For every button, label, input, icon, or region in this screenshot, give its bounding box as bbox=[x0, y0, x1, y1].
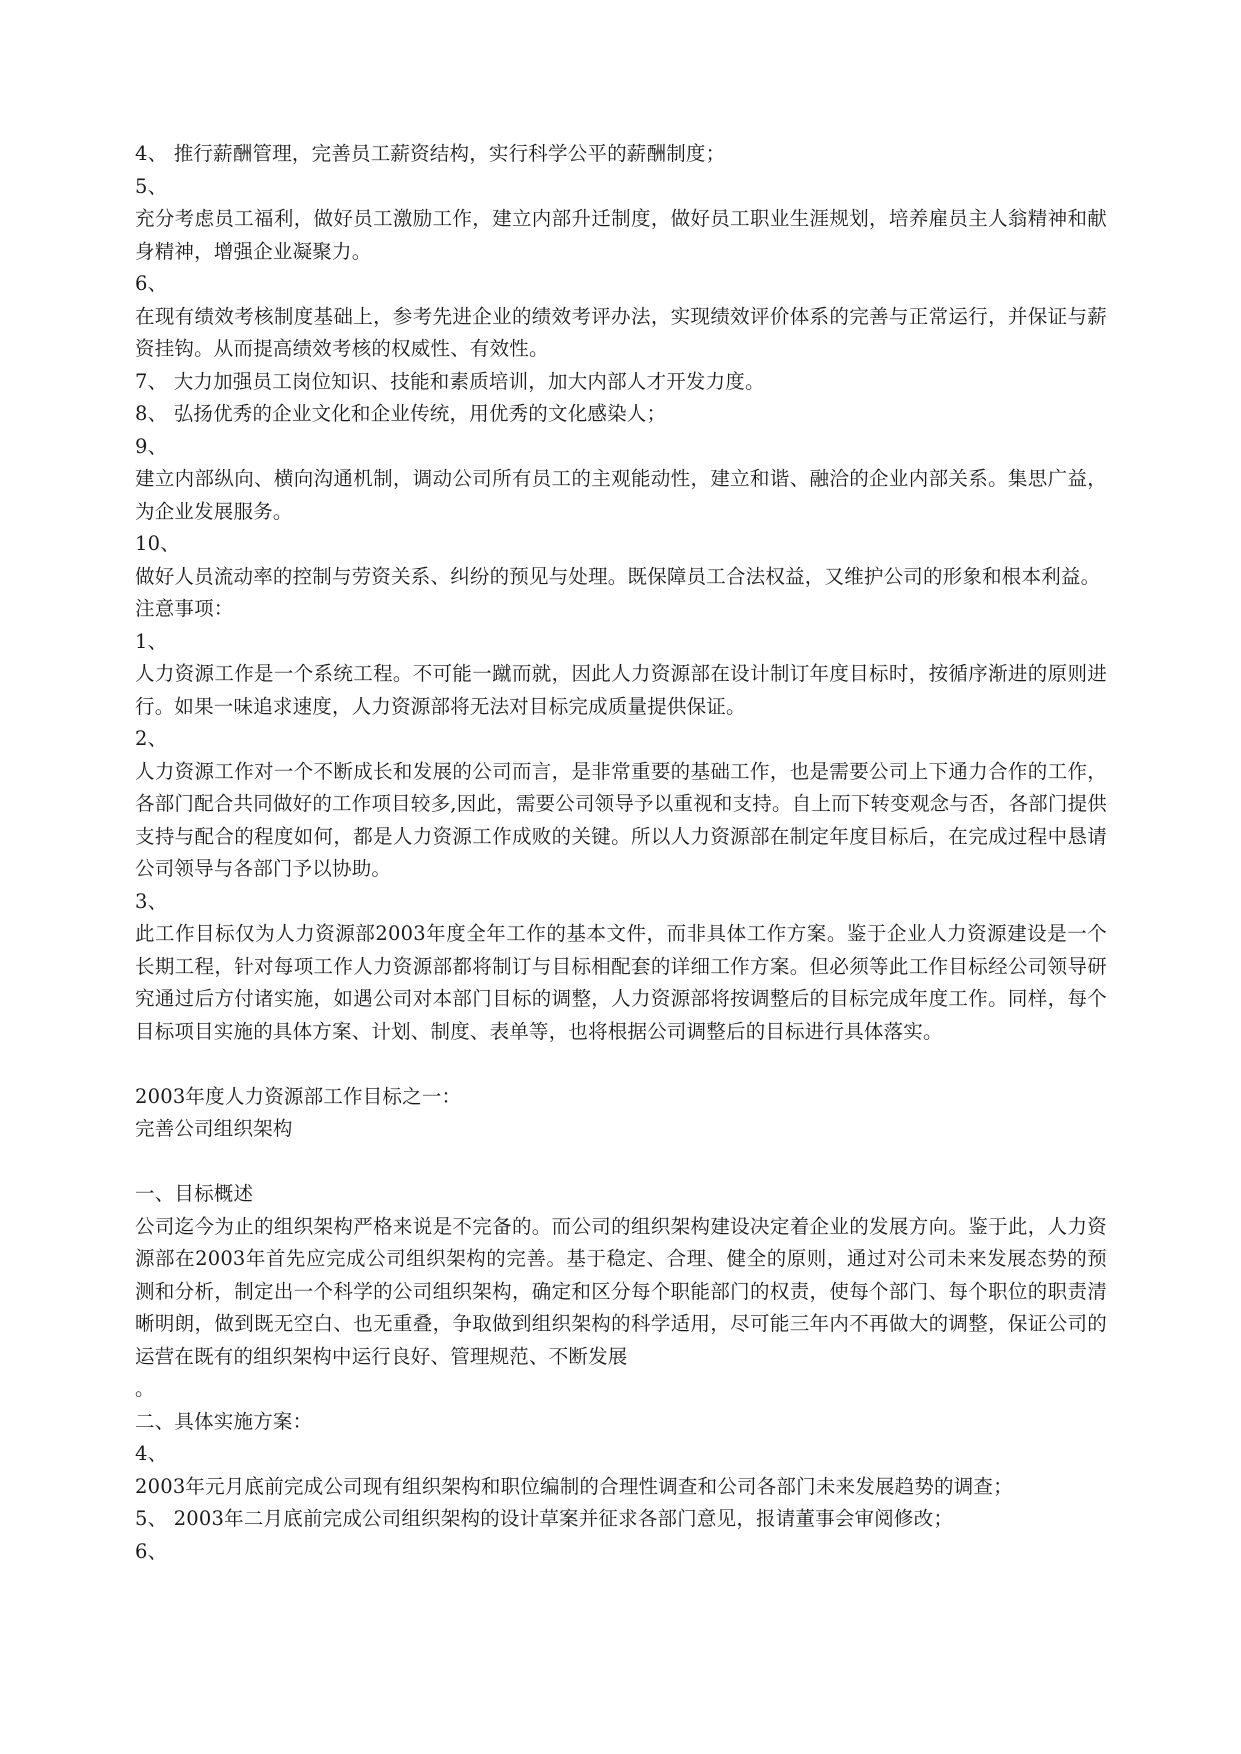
overview-paragraph: 公司迄今为止的组织架构严格来说是不完备的。而公司的组织架构建设决定着企业的发展方向。鉴于此，人力资源部在2003年首先应完成公司组织架构的完善。基于稳定、合理、健全的原则，通过对公司未来发展态势的预测和分析，制定出一个科学的公司组织架构，确定和区分每个职能部门的权责，使每个部门、每个职位的职责清晰明朗，做到既无空白、也无重叠，争取做到组织架构的科学适用，尽可能三年内不再做大的调整，保证公司的运营在既有的组织架构中运行良好、管理规范、不断发展 bbox=[135, 1214, 1107, 1368]
paragraph: 做好人员流动率的控制与劳资关系、纠纷的预见与处理。既保障员工合法权益，又维护公司的形象和根本利益。 bbox=[135, 564, 1101, 588]
paragraph: 2003年元月底前完成公司现有组织架构和职位编制的合理性调查和公司各部门未来发展趋势的调查； bbox=[135, 1474, 1013, 1498]
document-body bbox=[135, 138, 1107, 1568]
paragraph: 充分考虑员工福利，做好员工激励工作，建立内部升迁制度，做好员工职业生涯规划，培养雇员主人翁精神和献身精神，增强企业凝聚力。 bbox=[135, 207, 1107, 263]
section-title: 2003年度人力资源部工作目标之一： bbox=[135, 1084, 462, 1108]
spacer bbox=[135, 1146, 1107, 1179]
list-item: 5、 2003年二月底前完成公司组织架构的设计草案并征求各部门意见，报请董事会审阅修改； bbox=[135, 1507, 954, 1530]
plan-heading: 二、具体实施方案： bbox=[135, 1409, 313, 1433]
list-number: 4、 bbox=[135, 1442, 168, 1465]
notes-heading: 注意事项： bbox=[135, 597, 234, 620]
list-number: 9、 bbox=[135, 434, 168, 458]
overview-end-mark: 。 bbox=[135, 1377, 155, 1400]
paragraph: 此工作目标仅为人力资源部2003年度全年工作的基本文件，而非具体工作方案。鉴于企业人力资源建设是一个长期工程，针对每项工作人力资源部都将制订与目标相配套的详细工作方案。但必须等此工作目标经公司领导研究通过后方付诸实施，如遇公司对本部门目标的调整，人力资源部将按调整后的目标完成年度工作。同样，每个目标项目实施的具体方案、计划、制度、表单等，也将根据公司调整后的目标进行具体落实。 bbox=[135, 922, 1107, 1043]
list-number: 5、 bbox=[135, 174, 168, 198]
paragraph: 人力资源工作对一个不断成长和发展的公司而言，是非常重要的基础工作，也是需要公司上下通力合作的工作，各部门配合共同做好的工作项目较多,因此，需要公司领导予以重视和支持。自上而下转变观念与否，各部门提供支持与配合的程度如何，都是人力资源工作成败的关键。所以人力资源部在制定年度目标后，在完成过程中恳请公司领导与各部门予以协助。 bbox=[135, 759, 1107, 880]
list-number: 10、 bbox=[135, 532, 180, 555]
list-number: 1、 bbox=[135, 629, 168, 653]
list-number: 2、 bbox=[135, 727, 168, 750]
list-number: 6、 bbox=[135, 272, 168, 295]
section-subtitle: 完善公司组织架构 bbox=[135, 1117, 293, 1140]
list-number: 6、 bbox=[135, 1539, 168, 1563]
list-item: 8、 弘扬优秀的企业文化和企业传统，用优秀的文化感染人； bbox=[135, 402, 667, 425]
list-number: 3、 bbox=[135, 889, 168, 913]
paragraph: 建立内部纵向、横向沟通机制，调动公司所有员工的主观能动性，建立和谐、融洽的企业内部关系。集思广益，为企业发展服务。 bbox=[135, 467, 1107, 523]
list-item: 7、 大力加强员工岗位知识、技能和素质培训，加大内部人才开发力度。 bbox=[135, 369, 765, 393]
spacer bbox=[135, 1048, 1107, 1081]
overview-heading: 一、目标概述 bbox=[135, 1182, 254, 1205]
list-item: 4、 推行薪酬管理，完善员工薪资结构，实行科学公平的薪酬制度； bbox=[135, 142, 726, 165]
paragraph: 人力资源工作是一个系统工程。不可能一蹴而就，因此人力资源部在设计制订年度目标时，按循序渐进的原则进行。如果一味追求速度，人力资源部将无法对目标完成质量提供保证。 bbox=[135, 662, 1107, 718]
paragraph: 在现有绩效考核制度基础上，参考先进企业的绩效考评办法，实现绩效评价体系的完善与正常运行，并保证与薪资挂钩。从而提高绩效考核的权威性、有效性。 bbox=[135, 304, 1107, 360]
